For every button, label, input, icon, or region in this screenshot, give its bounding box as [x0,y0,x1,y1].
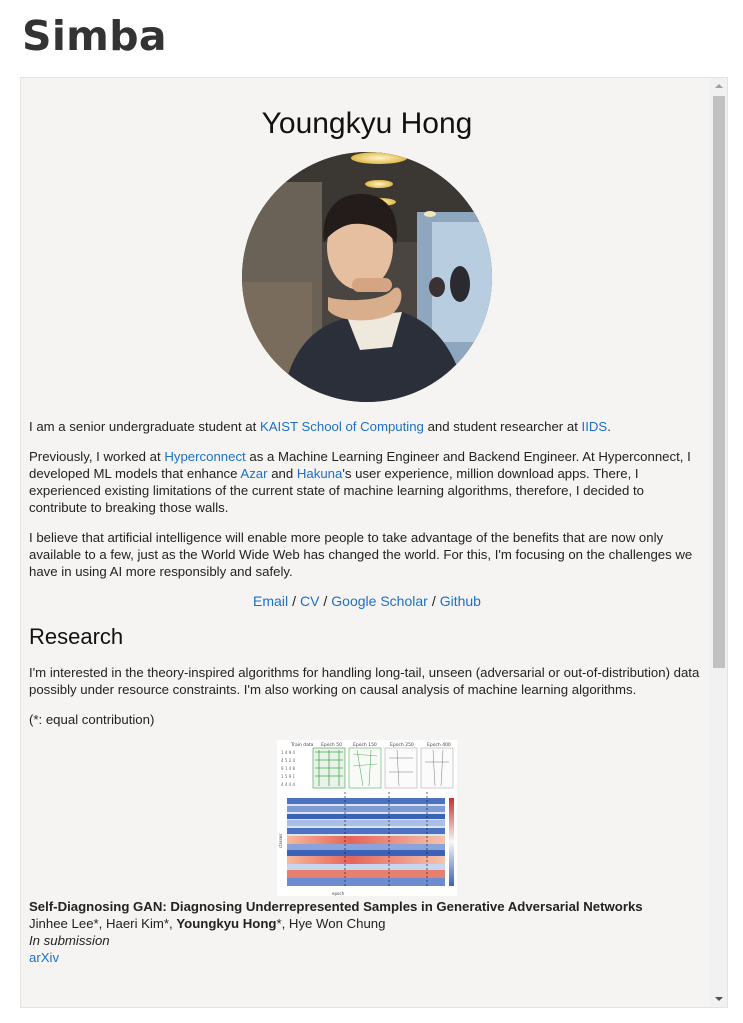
link-kaist[interactable]: KAIST School of Computing [259,419,424,434]
intro-paragraph-2 [29,448,705,516]
research-heading: Research [29,624,124,649]
intro-text: as a Machine Learning Engineer and Backend Engineer. At Hyperconnect, I developed ML models that enhance [29,449,691,481]
svg-text:1 4 9 4: 1 4 9 4 [281,750,295,755]
svg-text:4 5 2 4: 4 5 2 4 [281,758,295,763]
profile-name: Youngkyu Hong [261,107,473,140]
equal-contribution-note: (*: equal contribution) [29,712,155,727]
scrollbar-thumb[interactable] [713,96,725,668]
google-scholar-link[interactable]: Google Scholar [331,593,428,609]
intro-text: . [607,419,611,434]
cv-link[interactable]: CV [299,593,320,609]
paper-title: Self-Diagnosing GAN: Diagnosing Underrepresented Samples in Generative Adversarial Networks [29,899,643,914]
scroll-up-icon[interactable] [710,78,727,94]
intro-paragraph-1 [29,418,705,435]
fig-top-label: Epoch 150 [353,743,377,748]
link-hyperconnect[interactable]: Hyperconnect [164,449,246,464]
intro-paragraph-3: I believe that artificial intelligence will enable more people to take advantage of the benefits that are now only available to a few, just as the World Wide Web has changed the world. For this, I'm focusing on the challenges we have in using AI more responsibly and safely. [29,530,693,579]
content-frame [20,77,728,1008]
fig-x-label: epoch [332,891,345,896]
email-link[interactable]: Email [253,593,289,609]
paper-venue: In submission [29,933,110,948]
link-iids[interactable]: IIDS [581,419,608,434]
svg-text:1 5 9 1: 1 5 9 1 [281,774,295,779]
fig-top-label: Epoch 400 [427,743,451,748]
authors-text: Jinhee Lee*, Haeri Kim*, [29,916,177,931]
intro-text: Previously, I worked at [29,449,165,464]
intro-text: and [267,466,297,481]
paper-thumbnail [277,740,457,896]
fig-top-label: Epoch 50 [321,743,342,748]
profile-photo-wrap [29,152,705,402]
scrollbar[interactable] [710,78,727,1007]
link-separator: / [292,593,296,609]
svg-text:4 4 4 4: 4 4 4 4 [281,782,295,787]
link-azar[interactable]: Azar [240,466,268,481]
research-description: I'm interested in the theory-inspired algorithms for handling long-tail, unseen (adversarial or out-of-distribution) data possibly under resource constraints. I'm also working on causal analysis of machine learning algorithms. [29,665,700,697]
scroll-down-icon[interactable] [710,991,727,1007]
profile-photo [242,152,492,402]
fig-y-label: classes [278,833,283,848]
link-separator: / [431,593,436,609]
page-content [29,78,705,966]
intro-text: and student researcher at [423,419,582,434]
contact-links [29,593,705,610]
author-self: Youngkyu Hong [176,916,277,931]
authors-text: *, Hye Won Chung [276,916,386,931]
github-link[interactable]: Github [439,593,481,609]
intro-text: 's user experience, million download apps. There, I experienced existing limitations of the current state of machine learning algorithms, therefore, I decided to contribute to breaking those walls. [29,466,645,515]
site-title: Simba [22,12,167,60]
fig-top-label: Train data [291,743,314,748]
paper-figure [29,740,705,896]
fig-top-label: Epoch 250 [390,743,414,748]
svg-text:9 1 4 8: 9 1 4 8 [281,766,295,771]
intro-text: I am a senior undergraduate student at [29,419,260,434]
arxiv-link[interactable]: arXiv [29,950,60,965]
link-separator: / [323,593,328,609]
paper-authors [29,915,705,932]
link-hakuna[interactable]: Hakuna [296,466,343,481]
paper-links [29,949,705,966]
